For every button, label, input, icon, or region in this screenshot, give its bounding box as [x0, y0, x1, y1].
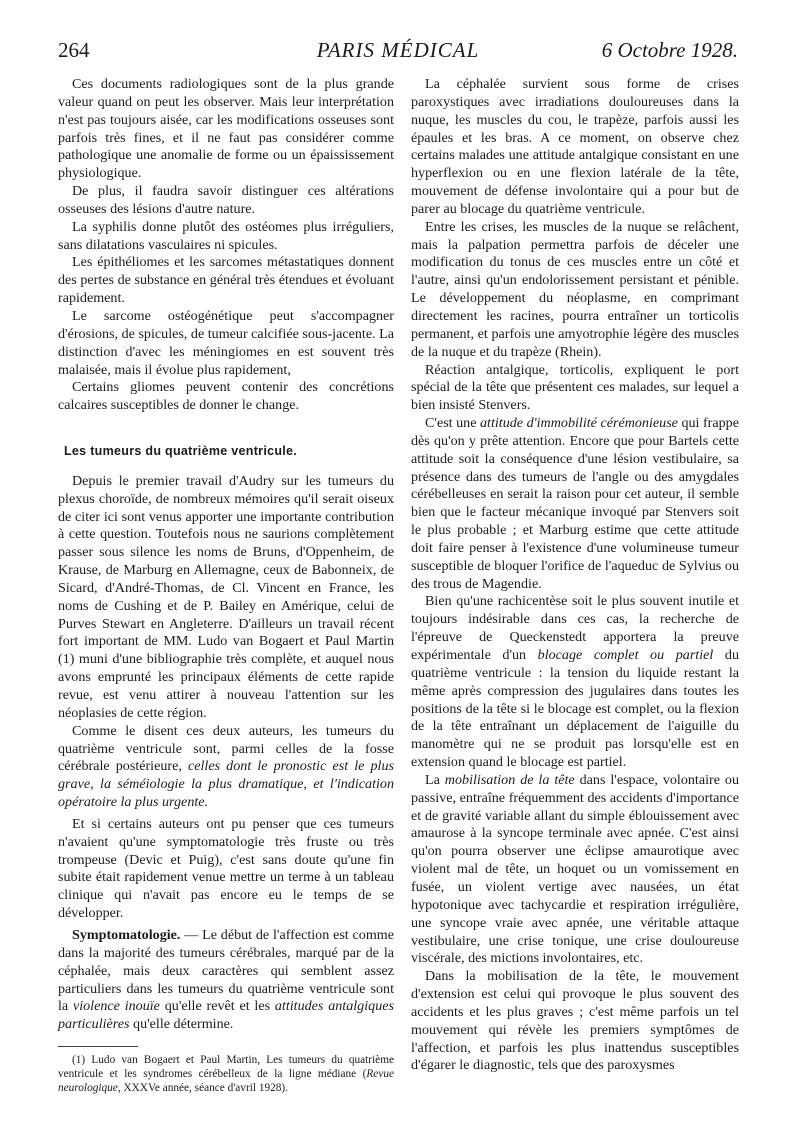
right-column	[411, 76, 739, 1075]
symptomatology-emphasis-attitudes: attitudes antalgiques particulières	[58, 998, 394, 1033]
prognosis-emphasis: celles dont le pronostic est le plus grave, la séméiologie la plus dramatique, et l'indication opératoire la plus urgente.	[58, 758, 394, 811]
footnote-text-b: , XXXVe année, séance d'avril 1928).	[117, 1082, 288, 1095]
prognosis-text: Comme le disent ces deux auteurs, les tumeurs du quatrième ventricule sont, parmi celles de la fosse cérébrale postérieure,	[58, 722, 394, 775]
immobility-emphasis: attitude d'immobilité cérémonieuse	[480, 415, 678, 432]
queckenstedt-text-b: du quatrième ventricule : la tension du liquide restant la même après compression des jugulaires dans toutes les positions de la tête si le blocage est complet, ou la flexion de la tête entraînant un déplacement de l'aiguille du manomètre qui ne se produit pas lorsqu'elle est en extension quand le blocage est partiel.	[411, 647, 739, 771]
queckenstedt-text-a: Bien qu'une rachicentèse soit le plus souvent inutile et toujours indésirable dans ces cas, la recherche de l'épreuve de Queckenstedt apportera la preuve expérimentale d'un	[411, 593, 739, 663]
footnote-divider	[58, 1046, 138, 1047]
immobility-text-a: C'est une	[425, 415, 480, 432]
journal-title: PARIS MÉDICAL	[316, 38, 480, 62]
immobility-text-b: qui frappe dès qu'on y prête attention. Encore que pour Bartels cette attitude soit la conséquence d'une lésion vestibulaire, sa présence dans des tumeurs de l'angle ou des amygdales cérébelleuses en serait la raison pour cet auteur, il semble bien que le facteur mécanique invoqué par Stenvers soit le plus probable ; et Marburg estime que cette attitude doit faire penser à l'existence d'une volumineuse tumeur susceptible de bloquer l'orifice de l'aqueduc de Sylvius ou des trous de Magendie.	[411, 415, 739, 592]
paragraph-gliomas: Certains gliomes peuvent contenir des concrétions calcaires susceptibles de donner le change.	[58, 379, 394, 414]
footnote-text-a: (1) Ludo van Bogaert et Paul Martin, Les tumeurs du quatrième ventricule et les syndromes cérébelleux de la ligne médiane (	[58, 1054, 394, 1081]
page-header	[58, 38, 738, 72]
paragraph-symptomatology	[58, 927, 394, 1034]
mobilisation-text-a: La	[425, 771, 445, 788]
paragraph-queckenstedt	[411, 593, 739, 771]
issue-date: 6 Octobre 1928.	[601, 38, 738, 62]
paragraph-cephalalgia: La céphalée survient sous forme de crises paroxystiques avec irradiations douloureuses dans la nuque, les muscles du cou, le trapèze, parfois aussi les épaules et les bras. A ce moment, on observe chez certains malades une attitude antalgique consistant en une hyperflexion ou en une flexion latérale de la tête, mouvement de défense involontaire qui a pour but de parer au blocage du quatrième ventricule.	[411, 76, 739, 217]
paragraph-extension: Dans la mobilisation de la tête, le mouvement d'extension est celui qui provoque le plus souvent des accidents et les plus graves ; c'est même parfois un tel mouvement qui révèle les premiers symptômes de l'affection, et parfois les plus inattendus susceptibles d'égarer le diagnostic, tels que des paroxysmes	[411, 968, 739, 1074]
symptomatology-emphasis-violence: violence inouïe	[72, 998, 160, 1015]
footnote	[58, 1053, 394, 1095]
history-text-b: ) muni d'une bibliographie très complète, et auquel nous avons emprunté les principaux éléments de cette rapide revue, est venu attirer à nouveau l'attention sur les néoplasies de cette région.	[58, 651, 394, 721]
paragraph-distinguish: De plus, il faudra savoir distinguer ces altérations osseuses des lésions d'autre nature.	[58, 183, 394, 217]
paragraph-sarcoma: Le sarcome ostéogénétique peut s'accompagner d'érosions, de spicules, de tumeur calcifiée sous-jacente. La distinction d'avec les méningiomes en est souvent très malaisée, mais il évolue plus rapidement,	[58, 307, 394, 378]
paragraph-syphilis: La syphilis donne plutôt des ostéomes plus irréguliers, sans dilatations vasculaires ni spicules.	[58, 218, 394, 253]
mobilisation-text-b: dans l'espace, volontaire ou passive, entraîne fréquemment des accidents d'importance et de gravité variable allant du simple éblouissement avec amaurose à la syncope terminale avec apnée. C'est ainsi qu'on pourra observer une éclipse amaurotique avec violent mal de tête, un hoquet ou un vomissement en fusée, un violent vertige avec nausées, un état hypotonique avec tachycardie et respiration irrégulière, une syncope vraie avec apnée, une véritable attaque vestibulaire, une crise tonique, une crise douloureuse viscérale, des mictions involontaires, etc.	[411, 771, 739, 967]
paragraph-epitheliomas: Les épithéliomes et les sarcomes métastatiques donnent des pertes de substance en général très étendues et évoluant rapidement.	[58, 254, 394, 307]
symptomatology-text-a: — Le début de l'affection est comme dans la majorité des tumeurs cérébrales, marqué par de la céphalée, mais deux caractères qui semblent assez particuliers dans les tumeurs du quatrième ventricule sont la	[58, 926, 394, 1015]
paragraph-prognosis	[58, 723, 394, 812]
paragraph-history	[58, 473, 394, 723]
footnote-journal: Revue neurologique	[58, 1068, 394, 1095]
symptomatology-text-c: qu'elle détermine.	[129, 1016, 234, 1033]
left-column	[58, 76, 394, 1095]
history-text-a: Depuis le premier travail d'Audry sur les tumeurs du plexus choroïde, de nombreux mémoires qu'il serait oiseux de citer ici sont venus apporter une importante contribution à cette question. Toutefois nous ne saurions complètement passer sous silence les noms de Bruns, d'Oppenheim, de Krause, de Marburg en Allemagne, ceux de Babonneix, de Sicard, d'André-Thomas, de Cl. Vincent en France, les noms de Cushing et de P. Bailey en Amérique, celui de Purves Stewart en Angleterre. D'ailleurs un travail récent fort important de MM. Ludo van Bogaert et Paul Martin (	[58, 472, 394, 668]
footnote-reference: 1	[62, 651, 70, 668]
page-number: 264	[58, 38, 90, 62]
queckenstedt-emphasis: blocage complet ou partiel	[537, 647, 714, 663]
paragraph-immobility	[411, 415, 739, 593]
symptomatology-lead: Symptomatologie.	[72, 926, 181, 943]
paragraph-radiology: Ces documents radiologiques sont de la plus grande valeur quand on peut les observer. Mais leur interprétation n'est pas toujours aisée, car les modifications osseuses sont parfois très fines, et il ne faut pas considérer comme pathologique une anomalie de forme ou un épaississement physiologique.	[58, 76, 394, 182]
mobilisation-emphasis: mobilisation de la tête	[444, 771, 575, 788]
paragraph-antalgic-reaction: Réaction antalgique, torticolis, expliquent le port spécial de la tête que présentent ces malades, sur lequel a bien insisté Stenvers.	[411, 361, 739, 414]
paragraph-symptoms-fruste: Et si certains auteurs ont pu penser que ces tumeurs n'avaient qu'une symptomatologie très fruste ou très trompeuse (Devic et Puig), c'est sans doute qu'une fin subite était rapidement venue mettre un terme à un tableau clinique qui n'avait pas encore eu le temps de se développer.	[58, 815, 394, 922]
paragraph-between-crises: Entre les crises, les muscles de la nuque se relâchent, mais la palpation permettra parfois de déceler une modification du tonus de ces muscles entre un côté et l'autre, ainsi qu'un endolorissement persistant et pénible. Le développement du néoplasme, en comprimant directement les racines, pourra entraîner un torticolis permanent, et parfois une amyotrophie légère des muscles de la nuque et du trapèze (Rhein).	[411, 218, 739, 360]
paragraph-mobilisation	[411, 772, 739, 968]
symptomatology-text-b: qu'elle revêt et les	[159, 998, 275, 1015]
section-title: Les tumeurs du quatrième ventricule.	[64, 444, 298, 459]
